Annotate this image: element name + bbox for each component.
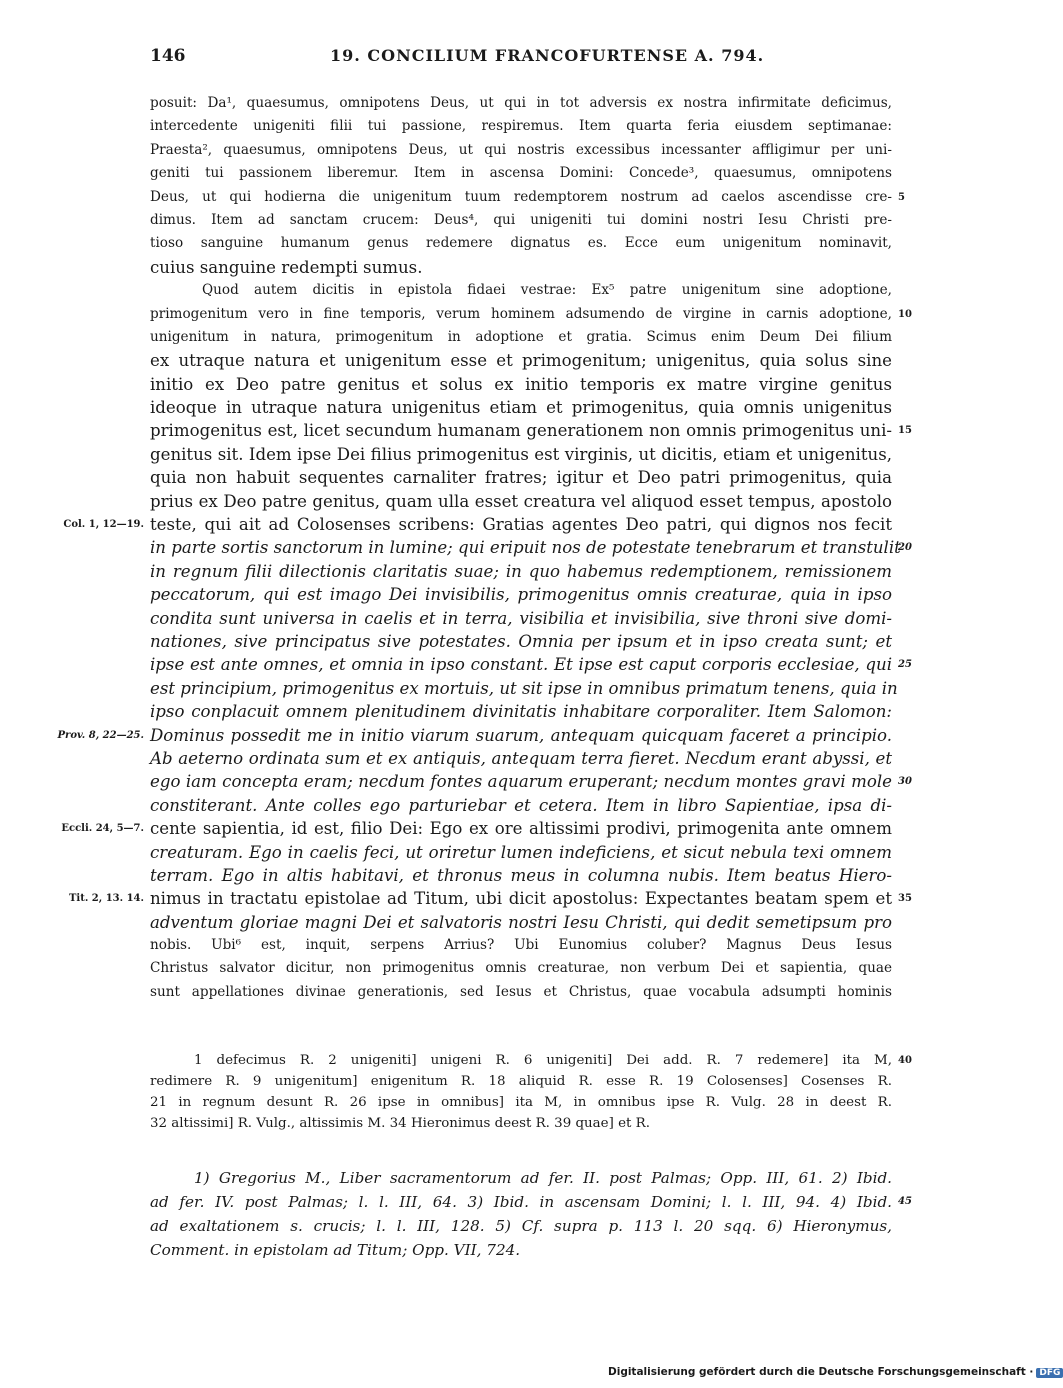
apparatus-line [150,1092,892,1113]
body-line-text: creaturam. Ego in caelis feci, ut oriretur lumen indeficiens, et sicut nebula texi omnem [150,842,892,862]
body-line [150,934,892,957]
body-line [150,232,892,255]
body-line-text: constiterant. Ante colles ego parturiebar et cetera. Item in libro Sapientiae, ipsa di- [150,795,892,815]
footnote-line-text: ad exaltationem s. crucis; l. l. III, 128. 5) Cf. supra p. 113 l. 20 sqq. 6) Hieronymus, [150,1217,892,1235]
credit-text: Digitalisierung gefördert durch die Deutsche Forschungsgemeinschaft · [608,1366,1034,1378]
line-number: 20 [898,542,912,554]
body-line-text: ipse est ante omnes, et omnia in ipso constant. Et ipse est caput corporis ecclesiae, qui [150,655,892,675]
body-line [150,653,912,676]
margin-reference: Tit. 2, 13. 14. [68,893,144,905]
line-number: 40 [898,1055,912,1066]
body-line [150,443,892,466]
footnote-line [150,1238,892,1262]
body-line-text: peccatorum, qui est imago Dei invisibilis, primogenitus omnis creaturae, quia in ipso [150,585,892,605]
apparatus-line [150,1113,892,1134]
body-line-text: Praesta², quaesumus, omnipotens Deus, ut qui nostris excessibus incessanter affligimur per uni- [150,141,892,158]
body-line [150,770,912,793]
body-line-text: intercedente unigeniti filii tui passione, respiremus. Item quarta feria eiusdem septimanae: [150,118,892,135]
body-line [150,607,892,630]
body-line [150,747,892,770]
body-line [150,349,892,372]
body-line [63,513,892,536]
body-line-text: unigenitum in natura, primogenitum in adoptione et gratia. Scimus enim Deum Dei filium [150,328,892,345]
footnotes [150,1166,912,1262]
page-number: 146 [150,46,186,66]
body-line-text: tioso sanguine humanum genus redemere dignatus es. Ecce eum unigenitum nominavit, [150,235,892,252]
body-line [150,115,892,138]
body-line-text: nobis. Ubi⁶ est, inquit, serpens Arrius? Ubi Eunomius coluber? Magnus Deus Iesus [150,937,892,954]
body-line-text: nationes, sive principatus sive potestates. Omnia per ipsum et in ipso creata sunt; et [150,631,892,651]
body-line-text: genitus sit. Idem ipse Dei filius primogenitus est virginis, ut dicitis, etiam et unigenitus, [150,444,892,464]
footnote-line [150,1166,892,1190]
body-line-text: Deus, ut qui hodierna die unigenitum tuum redemptorem nostrum ad caelos ascendisse cre- [150,188,892,205]
body-line-text: cente sapientia, id est, filio Dei: Ego ex ore altissimi prodivi, primogenita ante omnem [150,819,892,839]
body-line-text: Christus salvator dicitur, non primogenitus omnis creaturae, non verbum Dei et sapientia, quae [150,960,892,977]
critical-apparatus [150,1050,912,1134]
digitization-credit [608,1366,1063,1378]
body-line [150,981,892,1004]
body-line [150,630,892,653]
body-line-text: Ab aeterno ordinata sum et ex antiquis, antequam terra fieret. Necdum erant abyssi, et [150,748,892,768]
body-line-text: prius ex Deo patre genitus, quam ulla esset creatura vel aliquod esset tempus, apostolo [150,491,892,511]
body-line-text: adventum gloriae magni Dei et salvatoris nostri Iesu Christi, qui dedit semetipsum pro [150,912,892,932]
body-line-text: ego iam concepta eram; necdum fontes aquarum eruperant; necdum montes gravi mole [150,772,892,792]
apparatus-line [150,1050,912,1071]
dfg-logo: DFG [1036,1368,1063,1378]
body-line-text: primogenitum vero in fine temporis, verum hominem adsumendo de virgine in carnis adoptione, [150,305,892,322]
body-line [68,887,912,910]
running-title: 19. CONCILIUM FRANCOFURTENSE A. 794. [330,46,765,65]
body-line-text: in regnum filii dilectionis claritatis suae; in quo habemus redemptionem, remissionem [150,561,892,581]
body-line [150,279,892,302]
line-number: 15 [898,425,912,437]
body-line-text: terram. Ego in altis habitavi, et thronus meus in columna nubis. Item beatus Hiero- [150,865,892,885]
footnote-line [150,1214,892,1238]
apparatus-line-text: 32 altissimi] R. Vulg., altissimis M. 34 Hieronimus deest R. 39 quae] et R. [150,1116,650,1131]
body-line [150,957,892,980]
body-line-text: quia non habuit sequentes carnaliter fratres; igitur et Deo patri primogenitus, quia [150,468,892,488]
body-line [150,466,892,489]
body-line [150,396,892,419]
line-number: 35 [898,893,912,905]
body-line-text: Quod autem dicitis in epistola fidaei vestrae: Ex⁵ patre unigenitum sine adoptione, [202,282,892,299]
body-line-text: ideoque in utraque natura unigenitus etiam et primogenitus, quia omnis unigenitus [150,398,892,418]
body-line-text: primogenitus est, licet secundum humanam generationem non omnis primogenitus uni- [150,421,892,441]
margin-reference: Prov. 8, 22—25. [57,729,144,741]
line-number: 45 [898,1196,912,1207]
line-number: 10 [898,308,912,320]
body-line [150,794,892,817]
apparatus-line-text: 21 in regnum desunt R. 26 ipse in omnibus] ita M, in omnibus ipse R. Vulg. 28 in deest R. [150,1095,892,1110]
body-line-text: cuius sanguine redempti sumus. [150,257,423,277]
body-line [150,186,905,209]
body-line [150,92,892,115]
apparatus-line-text: redimere R. 9 unigenitum] enigenitum R. 18 aliquid R. esse R. 19 Colosenses] Cosenses R. [150,1074,892,1089]
footnote-line-text: 1) Gregorius M., Liber sacramentorum ad fer. II. post Palmas; Opp. III, 61. 2) Ibid. [194,1169,892,1187]
body-line [150,303,912,326]
footnote-line-text: Comment. in epistolam ad Titum; Opp. VII, 724. [150,1241,521,1259]
apparatus-line [150,1071,892,1092]
body-line [150,490,892,513]
body-line-text: in parte sortis sanctorum in lumine; qui eripuit nos de potestate tenebrarum et transtulit [150,538,901,558]
body-line-text: condita sunt universa in caelis et in terra, visibilia et invisibilia, sive throni sive domi- [150,608,892,628]
body-line-text: sunt appellationes divinae generationis, sed Iesus et Christus, quae vocabula adsumpti hominis [150,983,892,1000]
body-line [150,583,892,606]
body-line [150,700,892,723]
body-line [150,536,912,559]
body-line-text: dimus. Item ad sanctam crucem: Deus⁴, qui unigeniti tui domini nostri Iesu Christi pre- [150,211,892,228]
body-line-text: posuit: Da¹, quaesumus, omnipotens Deus, ut qui in tot adversis ex nostra infirmitate deficimus, [150,95,892,111]
line-number: 25 [898,659,912,671]
footnote-line-text: ad fer. IV. post Palmas; l. l. III, 64. 3) Ibid. in ascensam Domini; l. l. III, 94. 4) Ibid. [150,1193,892,1211]
body-line [150,162,892,185]
line-number: 5 [898,191,905,203]
body-line-text: Dominus possedit me in initio viarum suarum, antequam quicquam faceret a principio. [150,725,892,745]
body-line-text: ex utraque natura et unigenitum esse et primogenitum; unigenitus, quia solus sine [150,351,892,371]
apparatus-line-text: 1 defecimus R. 2 unigeniti] unigeni R. 6 unigeniti] Dei add. R. 7 redemere] ita M, [194,1053,892,1068]
footnote-line [150,1190,912,1214]
body-line [150,209,892,232]
body-line-text: geniti tui passionem liberemur. Item in ascensa Domini: Concede³, quaesumus, omnipotens [150,165,892,182]
body-line-text: initio ex Deo patre genitus et solus ex initio temporis ex matre virgine genitus [150,374,892,394]
body-line [150,139,892,162]
body-line [61,817,892,840]
body-line [150,677,898,700]
body-line-text: nimus in tractatu epistolae ad Titum, ubi dicit apostolus: Expectantes beatam spem et [150,889,892,909]
margin-reference: Eccli. 24, 5—7. [61,823,144,835]
body-line [150,373,892,396]
body-line-text: est principium, primogenitus ex mortuis, ut sit ipse in omnibus primatum tenens, quia in [150,678,898,698]
line-number: 30 [898,776,912,788]
page-header [150,46,890,70]
body-line-text: teste, qui ait ad Colosenses scribens: Gratias agentes Deo patri, qui dignos nos fecit [150,515,892,535]
body-line [150,256,892,279]
body-line [150,841,892,864]
margin-reference: Col. 1, 12—19. [63,519,144,531]
body-line [150,911,892,934]
main-text [57,92,912,1004]
body-line [150,419,912,442]
body-line [57,724,892,747]
body-line-text: ipso conplacuit omnem plenitudinem divinitatis inhabitare corporaliter. Item Salomon: [150,702,892,722]
body-line [150,326,892,349]
body-line [150,864,892,887]
body-line [150,560,892,583]
